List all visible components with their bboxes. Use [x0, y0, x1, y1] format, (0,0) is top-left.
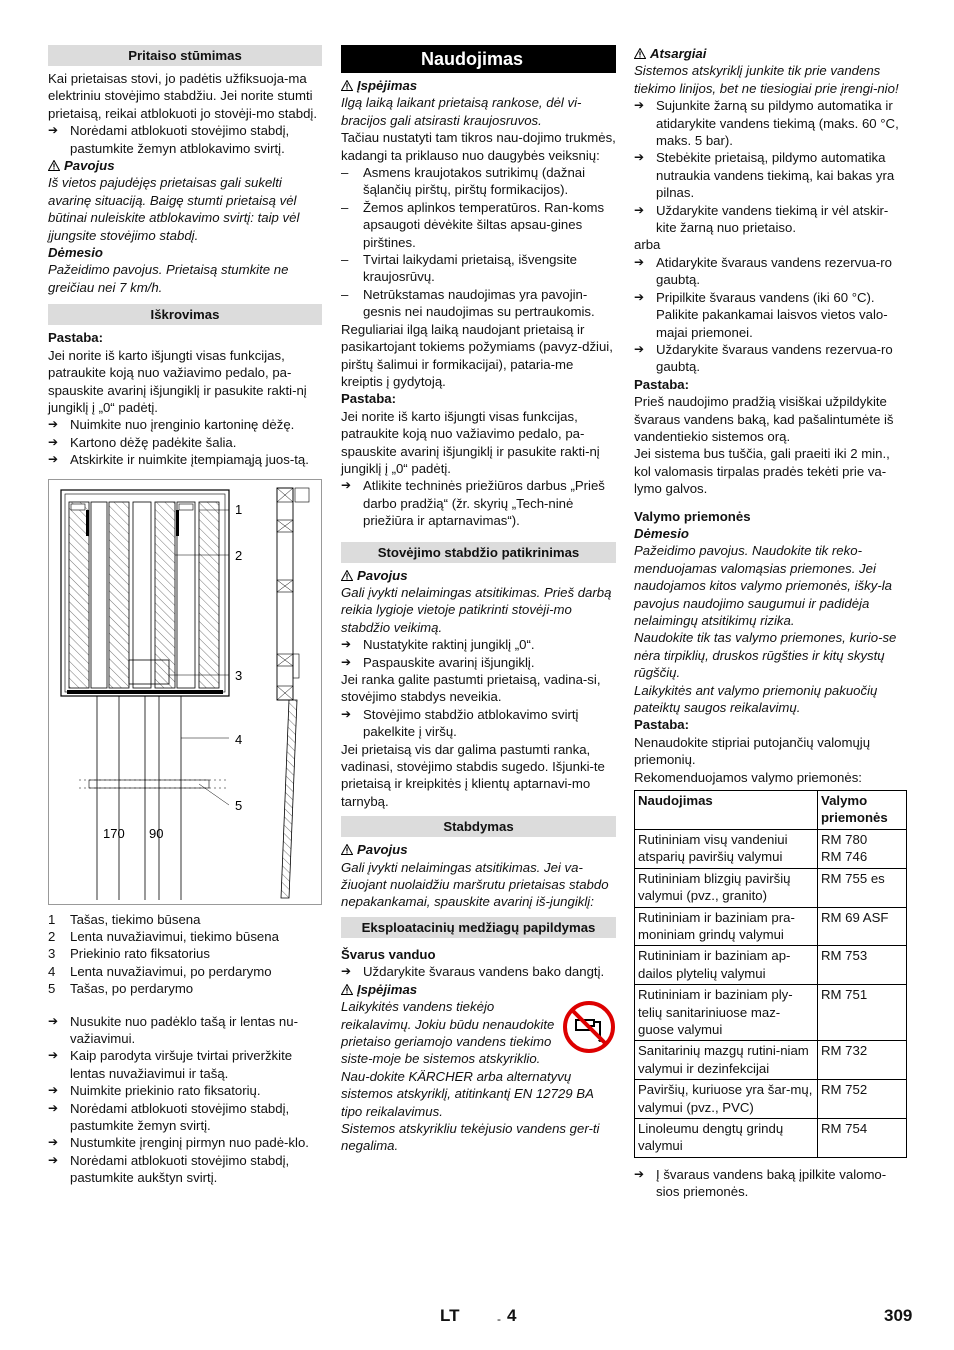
warning-icon [48, 160, 60, 171]
note-label: Pastaba: [341, 391, 396, 407]
legend-item: 3 Priekinio rato fiksatorius [48, 946, 210, 962]
column-left [48, 45, 322, 1187]
table-cell: Rutininiam visų vandeniui atsparių paviršių valymui [635, 829, 818, 868]
caution-label: Dėmesio [634, 525, 689, 541]
caution-text: Pažeidimo pavojus. Naudokite tik reko-menduojamas valomąsias priemones. Jei naudojamos kitos valymo priemonės, išky-la pavojus naudojimo saugumui ir padidėja nelaimingų atsitikimų rizika. [634, 543, 892, 628]
table-header: Naudojimas [635, 791, 818, 830]
warning-text: Ilgą laiką laikant prietaisą rankose, dėl vi-bracijos gali atsirasti kraujosruvos. [341, 95, 582, 128]
table-row [635, 1080, 907, 1119]
footer-separator: - [497, 1312, 501, 1326]
caution-text: Pažeidimo pavojus. Prietaisą stumkite ne greičiau nei 7 km/h. [48, 262, 289, 295]
instruction-step: ➔ Nusukite nuo padėklo tašą ir lentas nu-važiavimui. [48, 1013, 322, 1048]
note-text: Prieš naudojimo pradžią visiškai užpildykite švaraus vandens baką, kad pašalintumėte iš vandentiekio sistemos orą. [634, 394, 894, 444]
note-text: Jei sistema bus tuščia, gali praeiti iki 2 min., kol valomasis tirpalas pradės tekėti prie va-lymo galvos. [634, 446, 890, 497]
pallet-drawing [49, 480, 321, 904]
danger-label [48, 157, 322, 174]
table-row [635, 868, 907, 907]
warning-text: Sistemos atskyrikliu tekėjusio vandens ger-ti negalima. [341, 1120, 600, 1154]
danger-label: Pavojus [341, 567, 616, 584]
instruction-step: ➔ Pripilkite švaraus vandens (iki 60 °C). Palikite pakankamai laisvos vietos valo-majai priemonei. [634, 289, 907, 341]
paragraph: Rekomenduojamos valymo priemonės: [634, 769, 862, 785]
column-right [634, 45, 907, 1201]
instruction-step: ➔ Stovėjimo stabdžio atblokavimo svirtį pakelkite į viršų. [341, 706, 616, 741]
list-item: – Netrūkstamas naudojimas yra pavojin-gesnis nei naudojimas su pertraukomis. [341, 286, 616, 321]
legend-item: 1 Tašas, tiekimo būsena [48, 911, 201, 927]
warning-icon [341, 570, 353, 581]
instruction-step: ➔ Uždarykite švaraus vandens rezervua-ro gaubtą. [634, 341, 907, 376]
warning-icon [341, 844, 353, 855]
figure-label: 2 [235, 547, 243, 563]
instruction-step: ➔ Atskirkite ir nuimkite įtempiamąją juos-tą. [48, 451, 322, 468]
caution-label: Dėmesio [48, 245, 103, 261]
footer-section-number: 4 [507, 1306, 517, 1325]
instruction-step: ➔ Nuimkite nuo įrenginio kartoninę dėžę. [48, 416, 322, 433]
instruction-step: ➔ Uždarykite vandens tiekimą ir vėl atskir-kite žarną nuo prietaiso. [634, 202, 907, 237]
warning-icon [341, 984, 353, 995]
legend-item: 4 Lenta nuvažiavimui, po perdarymo [48, 963, 272, 979]
danger-text: Iš vietos pajudėjęs prietaisas gali sukelti avarinę situaciją. Baigę stumti prietaisą vėl būtinai nuleiskite atblokavimo svirtį: taip vėl įjungsite stovėjimo stabdį. [48, 175, 300, 243]
table-row [635, 1041, 907, 1080]
note-text: Jei norite iš karto išjungti visas funkcijas, patraukite koją nuo važiavimo pedalo, pa-spauskite avarinį išjungiklį ir pasukite rakti-nį jungiklį į „0“ padėtį. [48, 347, 307, 415]
page-number: 309 [884, 1306, 913, 1325]
warning-label: Įspėjimas [341, 981, 616, 998]
caution-text: Sistemos atskyriklį junkite tik prie vandens tiekimo linijos, bet ne tiesiogiai prie įrengi-nio! [634, 63, 899, 96]
note-text: Jei norite iš karto išjungti visas funkcijas, patraukite koją nuo važiavimo pedalo, pa-spauskite avarinį išjungiklį ir pasukite rakti-nį jungiklį į „0“ padėtį. [341, 408, 600, 476]
instruction-step: ➔ Atlikite techninės priežiūros darbus „Prieš darbo pradžią“ (žr. skyrių „Tech-ninė priežiūra ir aptarnavimas“). [341, 477, 616, 529]
figure-label: 1 [235, 501, 243, 517]
warning-label: Įspėjimas [341, 77, 616, 94]
note-text: Nenaudokite stipriai putojančių valomųjų priemonių. [634, 734, 871, 768]
table-cell: RM 69 ASF [818, 907, 907, 946]
figure-label: 3 [235, 667, 243, 683]
board-delivery [109, 502, 129, 688]
table-cell: Linoleumu dengtų grindų valymui [635, 1118, 818, 1157]
section-heading: Pritaiso stūmimas [48, 45, 322, 66]
subheading: Švarus vanduo [341, 946, 436, 962]
list-item: – Asmens kraujotakos sutrikimų (dažnai šąlančių pirštų, pirštų formikacijos). [341, 164, 616, 199]
instruction-step: ➔ Sujunkite žarną su pildymo automatika ir atidarykite vandens tiekimą (maks. 60 °C, maks. 5 bar). [634, 97, 907, 149]
section-heading: Stabdymas [341, 816, 616, 837]
table-row [635, 829, 907, 868]
instruction-step: ➔ Atidarykite švaraus vandens rezervua-ro gaubtą. [634, 254, 907, 289]
figure-legend [48, 911, 322, 998]
dimension-label: 90 [149, 825, 164, 841]
table-row [635, 946, 907, 985]
instruction-step: ➔ Kaip parodyta viršuje tvirtai priveržkite lentas nuvažiavimui ir tašą. [48, 1047, 322, 1082]
table-cell: Rutininiam ir baziniam ap-dailos plytelių valymui [635, 946, 818, 985]
paragraph: Jei prietaisą vis dar galima pastumti ranka, vadinasi, stovėjimo stabdis sugedo. Išjunki-te prietaisą ir kreipkitės į klientų aptarnavi-mo tarnybą. [341, 741, 605, 809]
danger-text: Gali įvykti nelaimingas atsitikimas. Prieš darbą reikia lygioje vietoje patikrinti stovėji-mo stabdžio veikimą. [341, 584, 612, 635]
caution-text: Laikykitės ant valymo priemonių pakuočių pateiktų saugos reikalavimų. [634, 682, 878, 716]
dimension-label: 170 [103, 825, 125, 841]
table-cell: RM 752 [818, 1080, 907, 1119]
paragraph: Kai prietaisas stovi, jo padėtis užfiksuoja-ma elektriniu stovėjimo stabdžiu. Jei norite stumti prietaisą, reikai atblokuoti jo stovėji-mo stabdį. [48, 71, 318, 121]
paragraph: arba [634, 237, 661, 253]
no-drinking-water-icon [562, 1000, 616, 1054]
paragraph: Jei ranka galite pastumti prietaisą, vadina-si, stovėjimo stabdys neveikia. [341, 672, 601, 705]
instruction-step: ➔ Nustumkite įrenginį pirmyn nuo padė-klo. [48, 1134, 322, 1151]
instruction-step: ➔ Nustatykite raktinį jungiklį „0“. [341, 636, 616, 653]
list-item: – Žemos aplinkos temperatūros. Ran-koms apsaugoti dėvėkite šiltas apsau-gines pirštines. [341, 199, 616, 251]
table-header-row [635, 791, 907, 830]
note-label: Pastaba: [634, 717, 689, 733]
table-cell: RM 755 es [818, 868, 907, 907]
table-cell: Rutininiam ir baziniam pra-moniniam grindų valymui [635, 907, 818, 946]
paragraph: Reguliariai ilgą laiką naudojant prietaisą ir pasikartojant tokiems požymiams (pavyz-džiui, pirštų šalimui ir formikacijai), pataria-me kreiptis į gydytoją. [341, 321, 613, 389]
section-heading: Iškrovimas [48, 304, 322, 325]
column-middle [341, 45, 616, 1155]
beam-after [89, 780, 209, 788]
figure-label: 4 [235, 731, 243, 747]
warning-icon [341, 80, 353, 91]
note-label: Pastaba: [48, 330, 103, 346]
instruction-step: ➔ Norėdami atblokuoti stovėjimo stabdį, pastumkite aukštyn svirtį. [48, 1152, 322, 1187]
legend-item: 2 Lenta nuvažiavimui, tiekimo būsena [48, 928, 279, 944]
note-label: Pastaba: [634, 376, 689, 392]
chapter-heading: Naudojimas [341, 45, 616, 73]
instruction-step: ➔ Kartono dėžę padėkite šalia. [48, 434, 322, 451]
table-cell: RM 732 [818, 1041, 907, 1080]
subheading: Valymo priemonės [634, 508, 751, 524]
table-row [635, 1118, 907, 1157]
list-item: – Tvirtai laikydami prietaisą, išvengsite kraujosrūvų. [341, 251, 616, 286]
caution-text: Naudokite tik tas valymo priemones, kurio-se nėra tirpiklių, druskos rūgšties ir kitų skystų rūgščių. [634, 630, 897, 681]
figure-label: 5 [235, 797, 243, 813]
instruction-step: ➔ Stebėkite prietaisą, pildymo automatika nutraukia vandens tiekimą, kai bakas yra pilnas. [634, 149, 907, 201]
instruction-step: ➔ Norėdami atblokuoti stovėjimo stabdį, pastumkite žemyn svirtį. [48, 1100, 322, 1135]
table-cell: RM 754 [818, 1118, 907, 1157]
ramp-board [281, 700, 297, 898]
beam-delivery [199, 502, 219, 688]
instruction-step: ➔ Uždarykite švaraus vandens bako dangtį. [341, 963, 616, 980]
warning-block [341, 998, 616, 1120]
paragraph: Tačiau nustatyti tam tikros nau-dojimo trukmės, kadangi ta priklauso nuo daugybės veiksnių: [341, 130, 616, 163]
legend-item: 5 Tašas, po perdarymo [48, 981, 194, 997]
table-cell: Rutininiam ir baziniam ply-telių sanitariniuose maz-guose valymui [635, 985, 818, 1041]
danger-label: Pavojus [341, 841, 616, 858]
section-heading: Eksploatacinių medžiagų papildymas [341, 917, 616, 938]
danger-text: Gali įvykti nelaimingas atsitikimas. Jei va-žiuojant nuolaidžiu maršrutu prietaisas stabdo nepakankamai, spauskite avarinį iš-jungiklį: [341, 859, 609, 910]
unloading-diagram [48, 479, 322, 905]
danger-title: Pavojus [64, 158, 115, 174]
table-row [635, 907, 907, 946]
table-cell: Paviršių, kuriuose yra šar-mų, valymui (pvz., PVC) [635, 1080, 818, 1119]
warning-icon [634, 48, 646, 59]
table-cell: Rutininiam blizgių paviršių valymui (pvz., granito) [635, 868, 818, 907]
instruction-step: ➔ Norėdami atblokuoti stovėjimo stabdį, pastumkite žemyn atblokavimo svirtį. [48, 122, 322, 157]
table-cell: RM 753 [818, 946, 907, 985]
instruction-step: ➔ Nuimkite priekinio rato fiksatorių. [48, 1082, 322, 1099]
table-cell: Sanitarinių mazgų rutini-niam valymui ir dezinfekcijai [635, 1041, 818, 1080]
instruction-step: ➔ Į švaraus vandens baką įpilkite valomo-sios priemonės. [634, 1166, 907, 1201]
table-header: Valymo priemonės [818, 791, 907, 830]
footer-language: LT [440, 1306, 460, 1325]
cleaning-agents-table [634, 790, 907, 1158]
table-cell: RM 780 RM 746 [818, 829, 907, 868]
table-cell: RM 751 [818, 985, 907, 1041]
table-row [635, 985, 907, 1041]
section-heading: Stovėjimo stabdžio patikrinimas [341, 542, 616, 563]
warning-text: Laikykitės vandens tiekėjo reikalavimų. Jokiu būdu nenaudokite prietaiso geriamojo vandens tiekimo siste-moje be sistemos atskyriklio. Nau-dokite KÄRCHER arba alternatyvų sistemos atskyriklį, atitinkantį EN 12729 BA tipo reikalavimus. [341, 999, 594, 1119]
caution-label: Atsargiai [634, 45, 907, 62]
instruction-step: ➔ Paspauskite avarinį išjungiklį. [341, 654, 616, 671]
